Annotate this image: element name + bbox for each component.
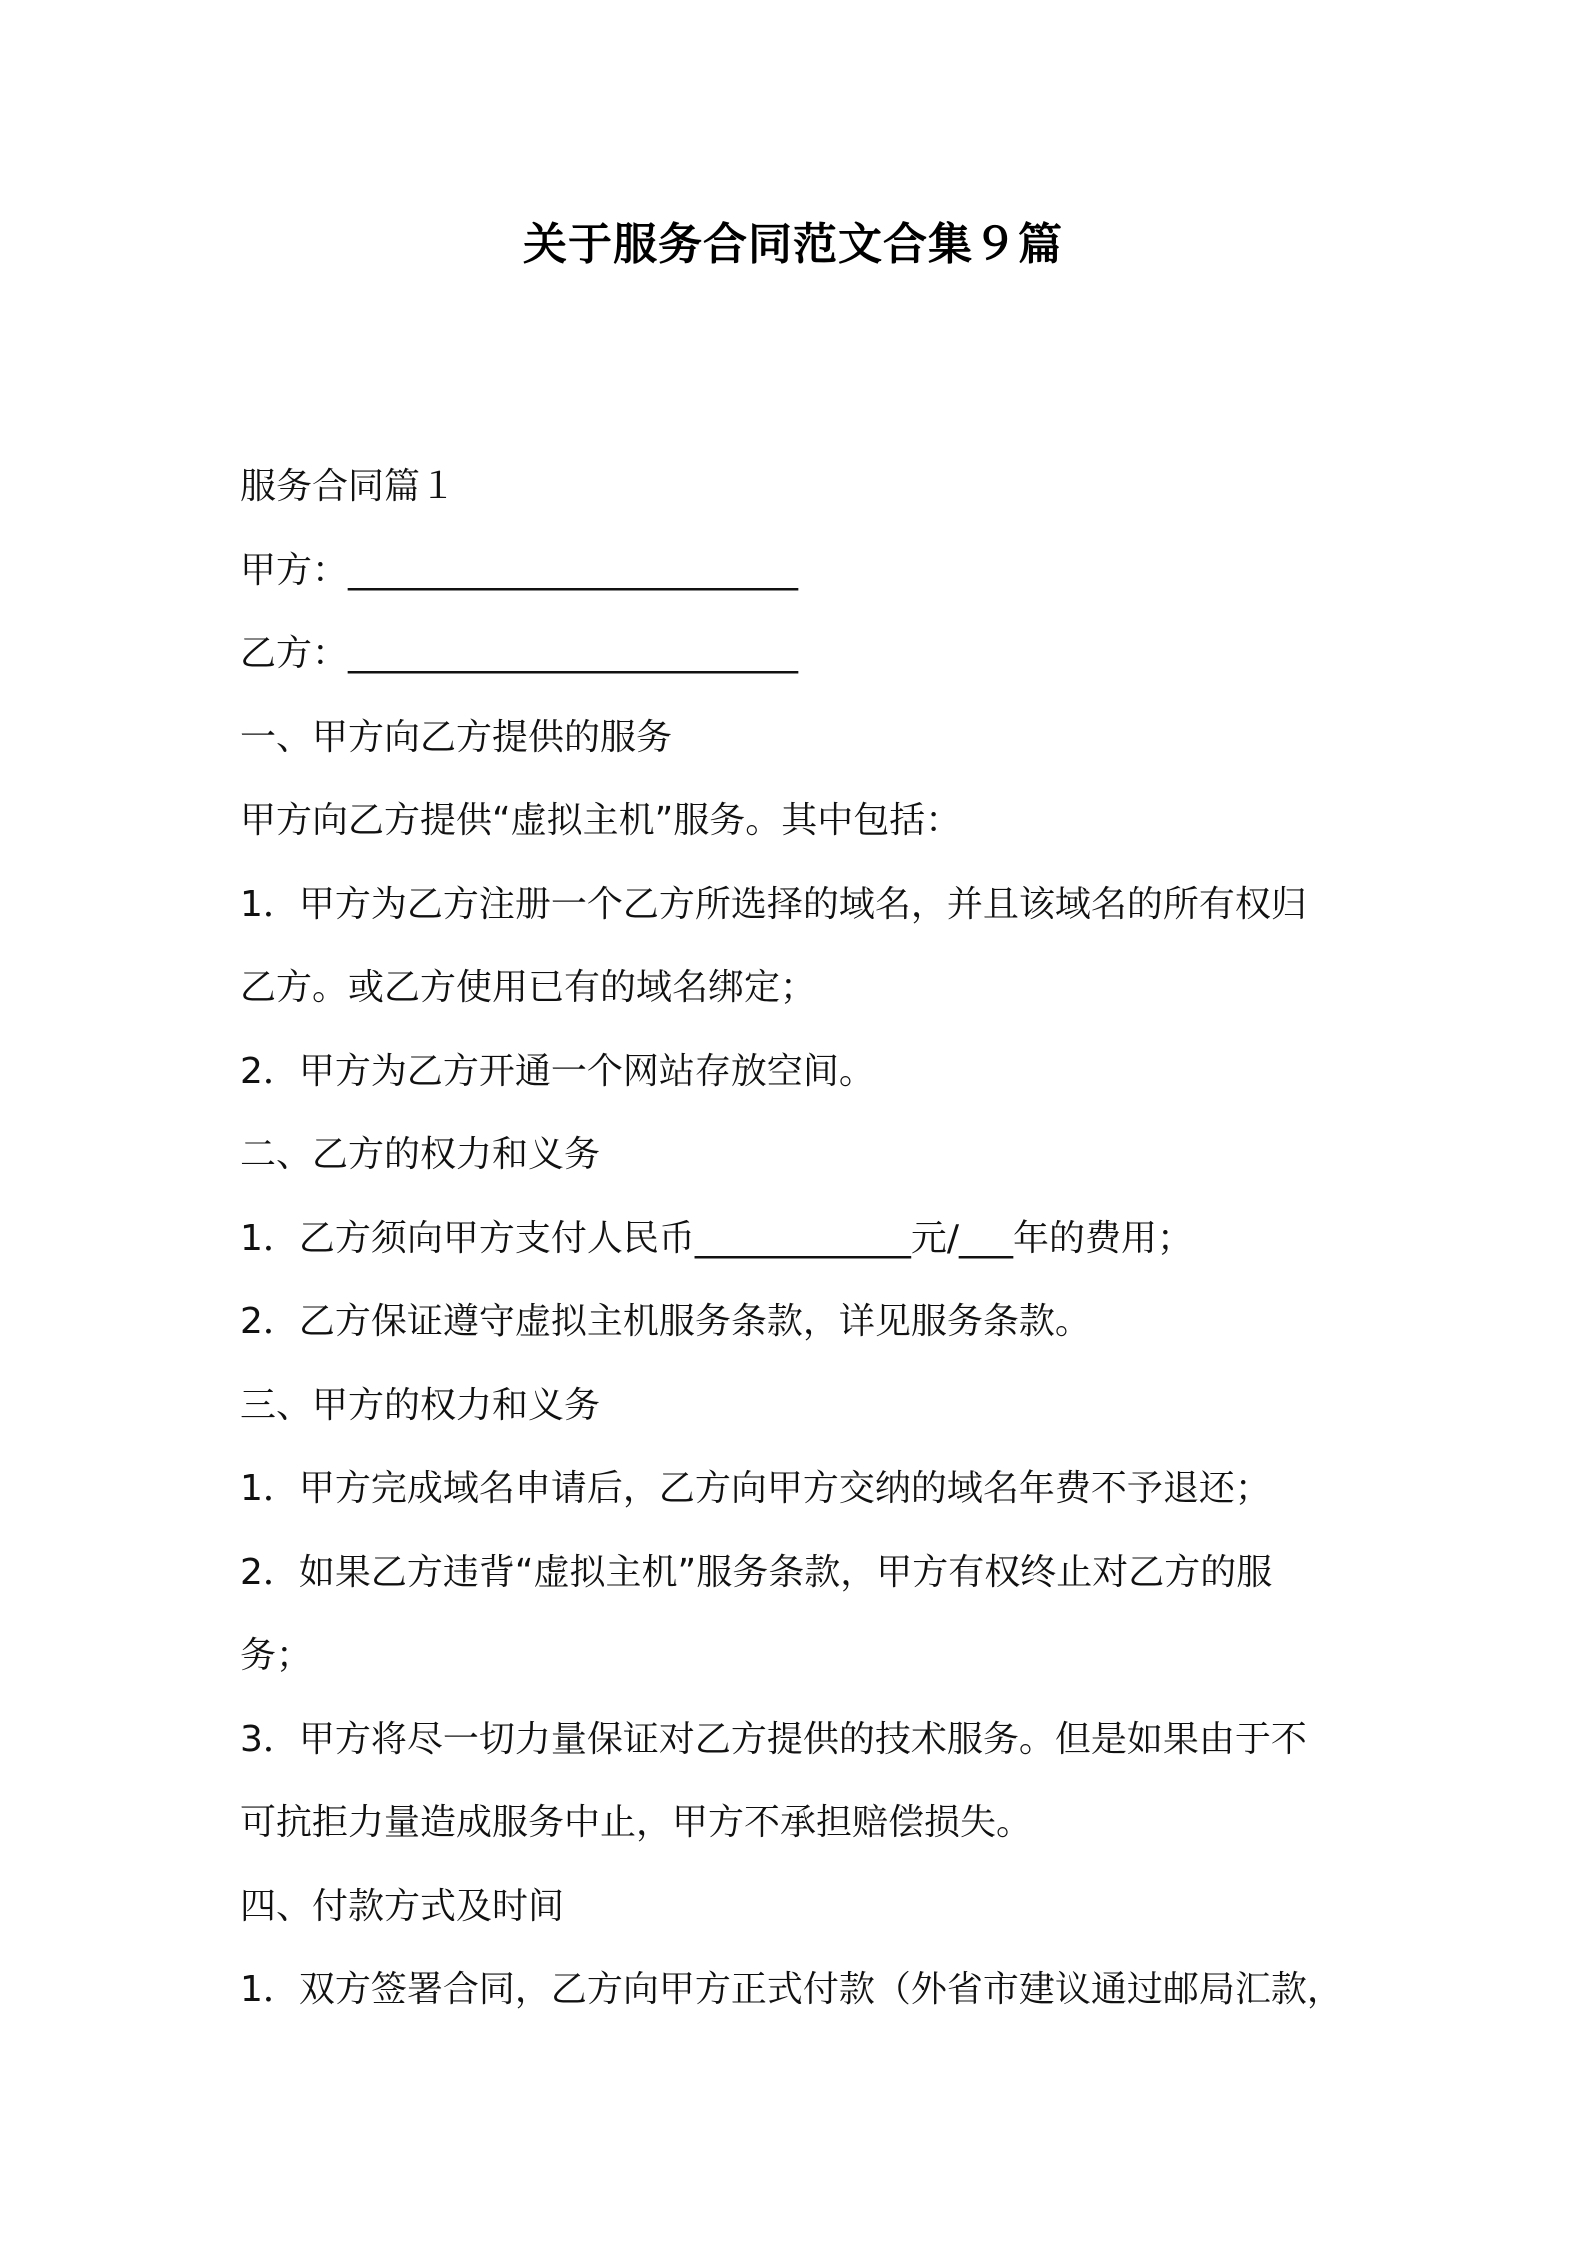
party-a-line: 甲方：_________________________ <box>240 549 799 591</box>
party-b-line: 乙方：_________________________ <box>240 633 799 674</box>
paragraph-line: 2．乙方保证遵守虚拟主机服务条款，详见服务条款。 <box>240 1301 1091 1342</box>
section-heading: 服务合同篇１ <box>240 466 457 507</box>
paragraph-line: 1．乙方须向甲方支付人民币____________元/___年的费用； <box>240 1217 1194 1259</box>
paragraph-line: 乙方。或乙方使用已有的域名绑定； <box>240 967 817 1008</box>
clause-heading: 二、乙方的权力和义务 <box>240 1134 601 1175</box>
clause-heading: 三、甲方的权力和义务 <box>240 1384 601 1426</box>
paragraph-line: 3．甲方将尽一切力量保证对乙方提供的技术服务。但是如果由于不 <box>240 1718 1307 1760</box>
document-body <box>240 445 1370 2032</box>
paragraph-line: 可抗拒力量造成服务中止，甲方不承担赔偿损失。 <box>240 1802 1033 1843</box>
clause-heading: 四、付款方式及时间 <box>240 1885 565 1927</box>
document-title: 关于服务合同范文合集９篇 <box>523 219 1063 270</box>
paragraph-line: 甲方向乙方提供“虚拟主机”服务。其中包括： <box>240 800 962 841</box>
clause-heading: 一、甲方向乙方提供的服务 <box>240 716 673 758</box>
paragraph-line: 1．甲方为乙方注册一个乙方所选择的域名，并且该域名的所有权归 <box>240 883 1307 925</box>
paragraph-line: 1．甲方完成域名申请后，乙方向甲方交纳的域名年费不予退还； <box>240 1468 1271 1509</box>
paragraph-line: 2．甲方为乙方开通一个网站存放空间。 <box>240 1050 875 1092</box>
paragraph-line: 2．如果乙方违背“虚拟主机”服务条款，甲方有权终止对乙方的服 <box>240 1551 1273 1593</box>
paragraph-line: 务； <box>240 1635 313 1676</box>
paragraph-line: 1．双方签署合同，乙方向甲方正式付款（外省市建议通过邮局汇款， <box>240 1969 1343 2010</box>
